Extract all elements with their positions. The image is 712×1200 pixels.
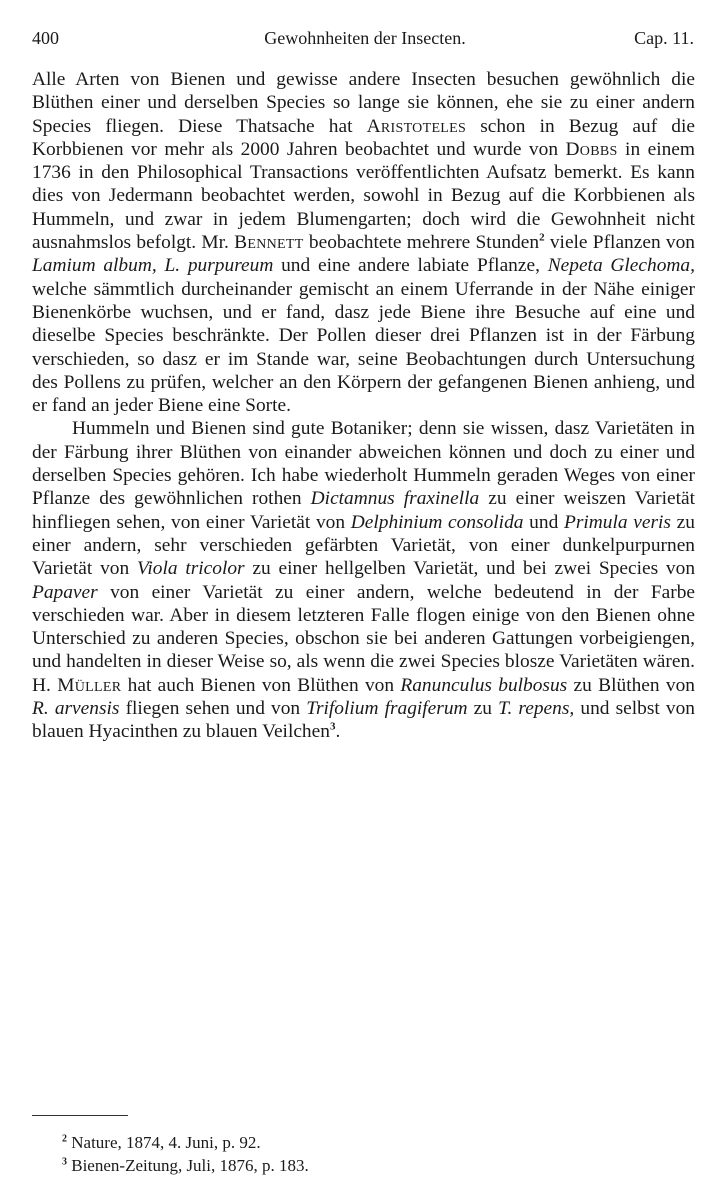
author-name-dobbs: Dobbs (565, 138, 618, 160)
species-name: R. arvensis (32, 698, 120, 720)
text-run: zu einer andern, sehr verschieden gefärbten Varietät, von einer dunkelpurpurnen Varietät von (32, 511, 695, 580)
author-name-aristoteles: Aristoteles (366, 115, 467, 137)
text-run: beobachtete mehrere Stunden (303, 232, 540, 254)
page-number: 400 (32, 28, 59, 48)
text-run: zu (467, 698, 499, 720)
text-run: Alle Arten von Bienen und gewisse andere Insecten besuchen gewöhnlich die Blüthen einer und derselben Species so lange sie können, ehe sie zu einer andern Species fliegen. Diese Thatsache hat (32, 69, 695, 137)
text-run: Hummeln und Bienen sind gute Botaniker; denn sie wissen, dasz Varietäten in der Färbung ihrer Blüthen von einander abweichen können und doch zu einer und derselben Species gehören. Ich habe wiederholt Hummeln geraden Weges von einer Pflanze des gewöhnlichen rothen (32, 418, 695, 510)
species-name: Papaver (32, 581, 98, 603)
footnote-text: Bienen-Zeitung, Juli, 1876, p. 183. (71, 1156, 309, 1175)
footnote-ref-2[interactable]: 2 (539, 231, 545, 244)
text-run: hat auch Bienen von Blüthen von (121, 674, 401, 696)
paragraph-1 (32, 68, 695, 417)
text-run: und eine andere labiate Pflanze, (273, 255, 548, 277)
text-run: fliegen sehen und von (119, 698, 307, 720)
text-run: schon in Bezug auf die Korbbienen vor mehr als 2000 Jahren beobachtet und wurde von (32, 115, 695, 160)
author-name-muller: Müller (57, 674, 122, 696)
text-run: zu einer weiszen Varietät hinfliegen sehen, von einer Varietät von (32, 488, 695, 533)
species-name: Delphinium consolida (350, 511, 524, 533)
footnote-3 (62, 1154, 309, 1177)
text-run: und (523, 511, 564, 533)
species-name: Lamium album, (32, 255, 157, 277)
footnotes (62, 1131, 309, 1177)
species-name: T. repens, (498, 698, 575, 720)
footnote-ref-3[interactable]: 3 (329, 720, 336, 733)
footnote-divider (32, 1115, 128, 1116)
text-run: und selbst von blauen Hyacinthen zu blauen Veilchen (32, 698, 695, 743)
footnote-text: Nature, 1874, 4. Juni, p. 92. (71, 1133, 261, 1152)
chapter-label: Cap. 11. (634, 28, 694, 48)
text-run: . (335, 721, 341, 743)
species-name: Nepeta Glechoma, (547, 255, 695, 277)
text-run: zu einer hellgelben Varietät, und bei zwei Species von (244, 558, 696, 580)
main-text (32, 68, 695, 744)
species-name: L. purpureum (164, 255, 274, 277)
footnote-mark: 2 (62, 1133, 67, 1145)
author-name-bennett: Bennett (234, 232, 304, 254)
species-name: Viola tricolor (136, 558, 245, 580)
text-run: zu Blüthen von (567, 674, 695, 696)
running-title: Gewohnheiten der Insecten. (264, 28, 466, 48)
species-name: Primula veris (564, 511, 671, 533)
footnote-2 (62, 1131, 309, 1154)
text-run: viele Pflanzen von (544, 232, 695, 254)
text-run: welche sämmtlich durcheinander gemischt an einem Uferrande in der Nähe einiger Bienenkörbe wuchsen, und er fand, dasz jede Biene ihre Besuche auf eine und dieselbe Species beschränkte. Der Pollen dieser drei Pflanzen ist in der Färbung verschieden, so dasz er im Stande war, seine Beobachtungen durch Untersuchung des Pollens zu prüfen, welcher an den Körpern der gefangenen Bienen anhieng, und er fand an jeder Biene eine Sorte. (32, 278, 695, 417)
paragraph-2 (32, 417, 695, 743)
text-run: in einem 1736 in den Philosophical Transactions veröffentlichten Aufsatz bemerkt. Es kann dies von Jedermann beobachtet werden, sowohl in Bezug auf die Korbbienen als Hummeln, und zwar in jedem Blumengarten; doch wird die Gewohnheit nicht ausnahmslos befolgt. Mr. (32, 138, 695, 254)
running-header (32, 28, 694, 52)
footnote-mark: 3 (62, 1156, 67, 1168)
text-run: von einer Varietät zu einer andern, welche bedeutend in der Farbe verschieden war. Aber in diesem letzteren Falle flogen einige von den Bienen ohne Unterschied zu anderen Species, obschon sie bei anderen Gattungen vorbeigiengen, und handelten in dieser Weise so, als wenn die zwei Species blosze Varietäten wären. H. (32, 581, 695, 696)
species-name: Ranunculus bulbosus (400, 674, 568, 696)
species-name: Trifolium fragiferum (306, 698, 468, 720)
species-name: Dictamnus fraxinella (310, 488, 480, 510)
